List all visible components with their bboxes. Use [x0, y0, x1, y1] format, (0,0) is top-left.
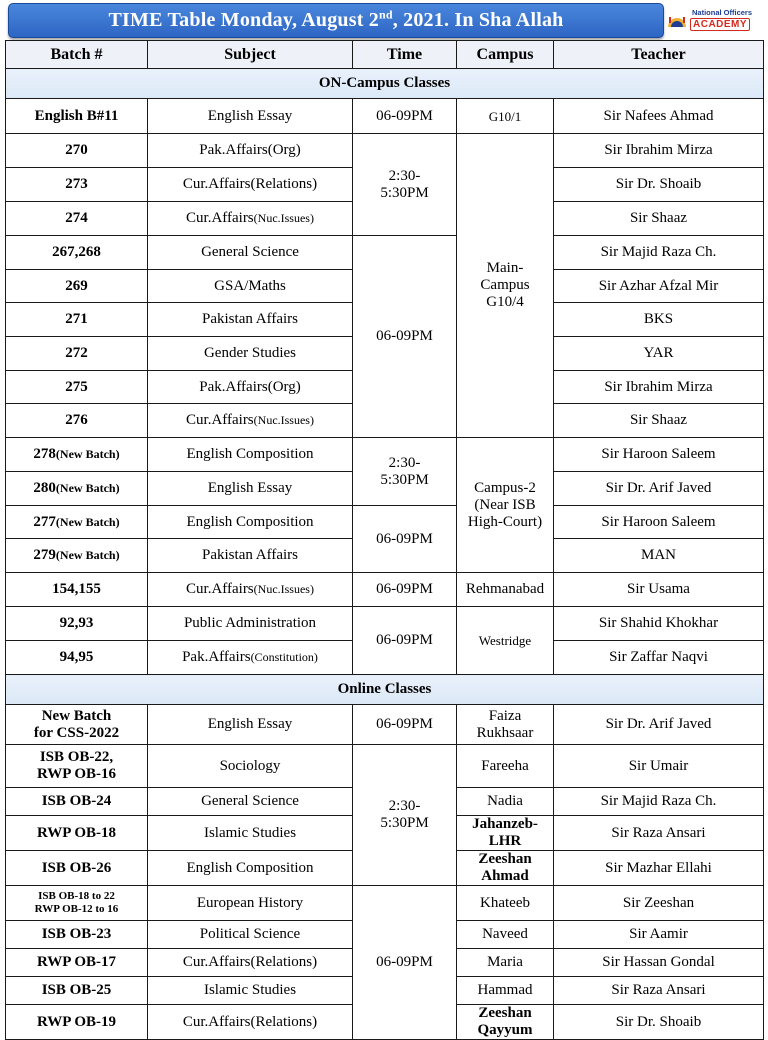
subject-cell: English Composition	[148, 851, 353, 886]
batch-cell: 271	[6, 303, 148, 337]
batch-cell: 277(New Batch)	[6, 506, 148, 539]
campus-cell: Main- Campus G10/4	[457, 134, 554, 438]
batch-cell: ISB OB-18 to 22 RWP OB-12 to 16	[6, 886, 148, 921]
teacher-cell: Sir Zeeshan	[554, 886, 764, 921]
campus-cell: Rehmanabad	[457, 573, 554, 607]
batch-cell: 272	[6, 337, 148, 371]
subject-cell: Pak.Affairs(Org)	[148, 134, 353, 168]
teacher-cell: Sir Dr. Shoaib	[554, 1005, 764, 1040]
table-row	[6, 99, 764, 134]
subject-cell: Cur.Affairs(Relations)	[148, 949, 353, 977]
subject-cell: Cur.Affairs(Nuc.Issues)	[148, 202, 353, 236]
teacher-cell: Sir Ibrahim Mirza	[554, 371, 764, 404]
teacher-cell: Sir Usama	[554, 573, 764, 607]
subject-cell: Public Administration	[148, 607, 353, 641]
batch-cell: ISB OB-23	[6, 921, 148, 949]
subject-cell: GSA/Maths	[148, 270, 353, 303]
batch-cell: 280(New Batch)	[6, 472, 148, 506]
subject-cell: English Essay	[148, 99, 353, 134]
teacher-cell: Sir Haroon Saleem	[554, 438, 764, 472]
table-row	[6, 573, 764, 607]
campus-cell: Jahanzeb-LHR	[457, 816, 554, 851]
teacher-cell: Sir Dr. Arif Javed	[554, 705, 764, 745]
batch-cell: ISB OB-24	[6, 788, 148, 816]
section-online: Online Classes	[6, 675, 764, 705]
teacher-cell: Sir Umair	[554, 745, 764, 788]
table-row	[6, 236, 764, 270]
subject-cell: Pak.Affairs(Org)	[148, 371, 353, 404]
batch-cell: RWP OB-19	[6, 1005, 148, 1040]
table-row	[6, 438, 764, 472]
teacher-cell: Sir Raza Ansari	[554, 977, 764, 1005]
subject-cell: Cur.Affairs(Nuc.Issues)	[148, 573, 353, 607]
col-header-time: Time	[353, 41, 457, 69]
teacher-cell: Sir Nafees Ahmad	[554, 99, 764, 134]
teacher-cell: MAN	[554, 539, 764, 573]
table-row	[6, 607, 764, 641]
header-bar	[0, 0, 768, 40]
teacher-cell: Sir Hassan Gondal	[554, 949, 764, 977]
subject-cell: General Science	[148, 236, 353, 270]
table-row	[6, 745, 764, 788]
teacher-cell: Sir Zaffar Naqvi	[554, 641, 764, 675]
batch-cell: 270	[6, 134, 148, 168]
campus-cell: Westridge	[457, 607, 554, 675]
table-row	[6, 506, 764, 539]
academy-logo	[664, 4, 764, 34]
subject-cell: Pakistan Affairs	[148, 539, 353, 573]
subject-cell: English Composition	[148, 438, 353, 472]
time-cell: 06-09PM	[353, 99, 457, 134]
teacher-cell: Sir Shaaz	[554, 404, 764, 438]
teacher-cell: Sir Shahid Khokhar	[554, 607, 764, 641]
batch-cell: 269	[6, 270, 148, 303]
time-cell: 06-09PM	[353, 607, 457, 675]
time-cell: 06-09PM	[353, 573, 457, 607]
batch-cell: ISB OB-22, RWP OB-16	[6, 745, 148, 788]
batch-cell: 154,155	[6, 573, 148, 607]
time-cell: 2:30- 5:30PM	[353, 745, 457, 886]
table-row	[6, 134, 764, 168]
time-cell: 06-09PM	[353, 236, 457, 438]
campus-cell: Maria	[457, 949, 554, 977]
batch-cell: 276	[6, 404, 148, 438]
table-row	[6, 705, 764, 745]
subject-cell: Gender Studies	[148, 337, 353, 371]
time-cell: 06-09PM	[353, 506, 457, 573]
batch-cell: 275	[6, 371, 148, 404]
teacher-cell: Sir Shaaz	[554, 202, 764, 236]
teacher-cell: Sir Majid Raza Ch.	[554, 236, 764, 270]
subject-cell: Cur.Affairs(Relations)	[148, 168, 353, 202]
academy-logo-icon	[666, 7, 688, 29]
campus-cell: G10/1	[457, 99, 554, 134]
campus-cell: Hammad	[457, 977, 554, 1005]
col-header-campus: Campus	[457, 41, 554, 69]
table-row	[6, 886, 764, 921]
batch-cell: English B#11	[6, 99, 148, 134]
teacher-cell: Sir Aamir	[554, 921, 764, 949]
teacher-cell: YAR	[554, 337, 764, 371]
logo-line1: National Officers	[692, 8, 753, 17]
time-cell: 2:30- 5:30PM	[353, 438, 457, 506]
teacher-cell: BKS	[554, 303, 764, 337]
teacher-cell: Sir Dr. Arif Javed	[554, 472, 764, 506]
batch-cell: RWP OB-18	[6, 816, 148, 851]
subject-cell: Pak.Affairs(Constitution)	[148, 641, 353, 675]
teacher-cell: Sir Azhar Afzal Mir	[554, 270, 764, 303]
campus-cell: Nadia	[457, 788, 554, 816]
subject-cell: Islamic Studies	[148, 816, 353, 851]
col-header-batch: Batch #	[6, 41, 148, 69]
batch-cell: ISB OB-25	[6, 977, 148, 1005]
campus-cell: Khateeb	[457, 886, 554, 921]
col-header-subject: Subject	[148, 41, 353, 69]
subject-cell: English Essay	[148, 472, 353, 506]
page-title: TIME Table Monday, August 2nd, 2021. In Sha Allah	[8, 3, 664, 38]
batch-cell: RWP OB-17	[6, 949, 148, 977]
batch-cell: New Batch for CSS-2022	[6, 705, 148, 745]
time-cell: 06-09PM	[353, 886, 457, 1040]
subject-cell: Sociology	[148, 745, 353, 788]
time-cell: 2:30- 5:30PM	[353, 134, 457, 236]
batch-cell: 92,93	[6, 607, 148, 641]
teacher-cell: Sir Haroon Saleem	[554, 506, 764, 539]
teacher-cell: Sir Majid Raza Ch.	[554, 788, 764, 816]
teacher-cell: Sir Ibrahim Mirza	[554, 134, 764, 168]
batch-cell: 274	[6, 202, 148, 236]
batch-cell: ISB OB-26	[6, 851, 148, 886]
section-on-campus: ON-Campus Classes	[6, 69, 764, 99]
batch-cell: 279(New Batch)	[6, 539, 148, 573]
subject-cell: English Essay	[148, 705, 353, 745]
logo-line2: ACADEMY	[690, 18, 750, 31]
subject-cell: English Composition	[148, 506, 353, 539]
campus-cell: Fareeha	[457, 745, 554, 788]
subject-cell: Political Science	[148, 921, 353, 949]
section-row	[6, 675, 764, 705]
campus-cell: Zeeshan Qayyum	[457, 1005, 554, 1040]
subject-cell: Pakistan Affairs	[148, 303, 353, 337]
teacher-cell: Sir Raza Ansari	[554, 816, 764, 851]
teacher-cell: Sir Mazhar Ellahi	[554, 851, 764, 886]
batch-cell: 267,268	[6, 236, 148, 270]
subject-cell: General Science	[148, 788, 353, 816]
batch-cell: 278(New Batch)	[6, 438, 148, 472]
subject-cell: European History	[148, 886, 353, 921]
teacher-cell: Sir Dr. Shoaib	[554, 168, 764, 202]
campus-cell: Faiza Rukhsaar	[457, 705, 554, 745]
section-row	[6, 69, 764, 99]
campus-cell: Naveed	[457, 921, 554, 949]
subject-cell: Islamic Studies	[148, 977, 353, 1005]
campus-cell: Zeeshan Ahmad	[457, 851, 554, 886]
timetable	[5, 40, 764, 1040]
subject-cell: Cur.Affairs(Relations)	[148, 1005, 353, 1040]
col-header-teacher: Teacher	[554, 41, 764, 69]
time-cell: 06-09PM	[353, 705, 457, 745]
subject-cell: Cur.Affairs(Nuc.Issues)	[148, 404, 353, 438]
batch-cell: 273	[6, 168, 148, 202]
batch-cell: 94,95	[6, 641, 148, 675]
campus-cell: Campus-2 (Near ISB High-Court)	[457, 438, 554, 573]
header-row	[6, 41, 764, 69]
